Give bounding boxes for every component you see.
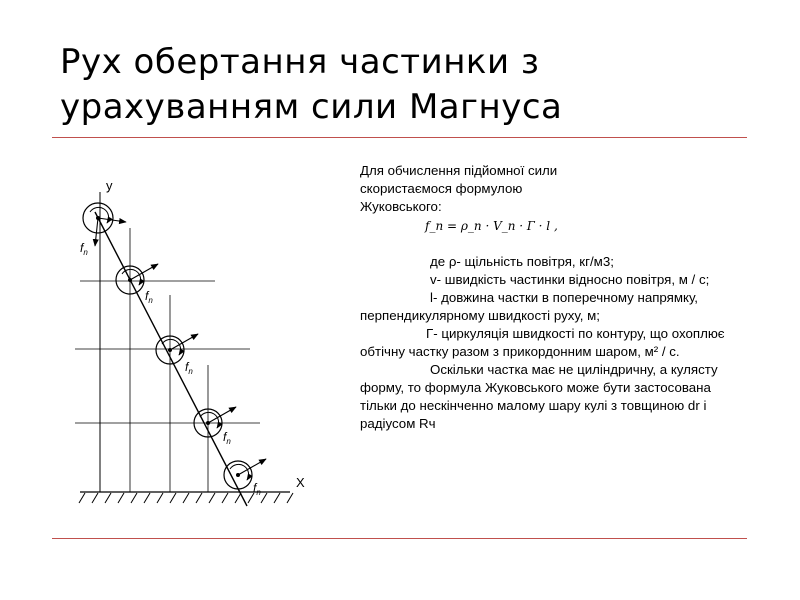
particle xyxy=(116,264,158,294)
magnus-trajectory-diagram xyxy=(55,160,345,520)
intro-paragraph: Для обчислення підйомної сили скористаємося формулою Жуковського: xyxy=(360,163,558,214)
note-paragraph: Оскільки частка має не циліндричну, а кулясту форму, то формула Жуковського може бути застосована тільки до нескінченно малому шару кулі з товщиною dr і радіусом Rч xyxy=(360,362,718,431)
force-label: $f_n$ xyxy=(253,481,261,497)
slide-title: Рух обертання частинки з урахуванням сили Магнуса xyxy=(60,42,563,127)
footer-divider xyxy=(52,538,747,539)
zhukovsky-formula xyxy=(360,217,745,239)
definition-circulation: Г- циркуляція швидкості по контуру, що охоплює обтічну частку разом з прикордонним шаром, м² / с. xyxy=(360,326,725,359)
force-label: $f_n$ xyxy=(80,241,88,257)
definition-length: l- довжина частки в поперечному напрямку, перпендикулярному швидкості руху, м; xyxy=(360,290,699,323)
explanation-text xyxy=(360,162,745,433)
formula-text: f_п = ρ_п · V_п · Г · l , xyxy=(425,219,558,233)
force-label: $f_n$ xyxy=(145,289,153,305)
particle-trajectory xyxy=(95,212,247,506)
force-label: $f_n$ xyxy=(185,360,193,376)
lift-force-arrow xyxy=(95,218,98,246)
title-divider xyxy=(52,137,747,138)
particle xyxy=(83,203,126,246)
y-axis-label: y xyxy=(106,178,113,193)
definition-velocity: v- швидкість частинки відносно повітря, м / с; xyxy=(430,272,710,287)
ground-hatching xyxy=(79,493,293,503)
force-label: $f_n$ xyxy=(223,430,231,446)
particle xyxy=(194,407,236,437)
definition-density: де ρ- щільність повітря, кг/м3; xyxy=(430,254,614,269)
x-axis-label: X xyxy=(296,475,305,490)
